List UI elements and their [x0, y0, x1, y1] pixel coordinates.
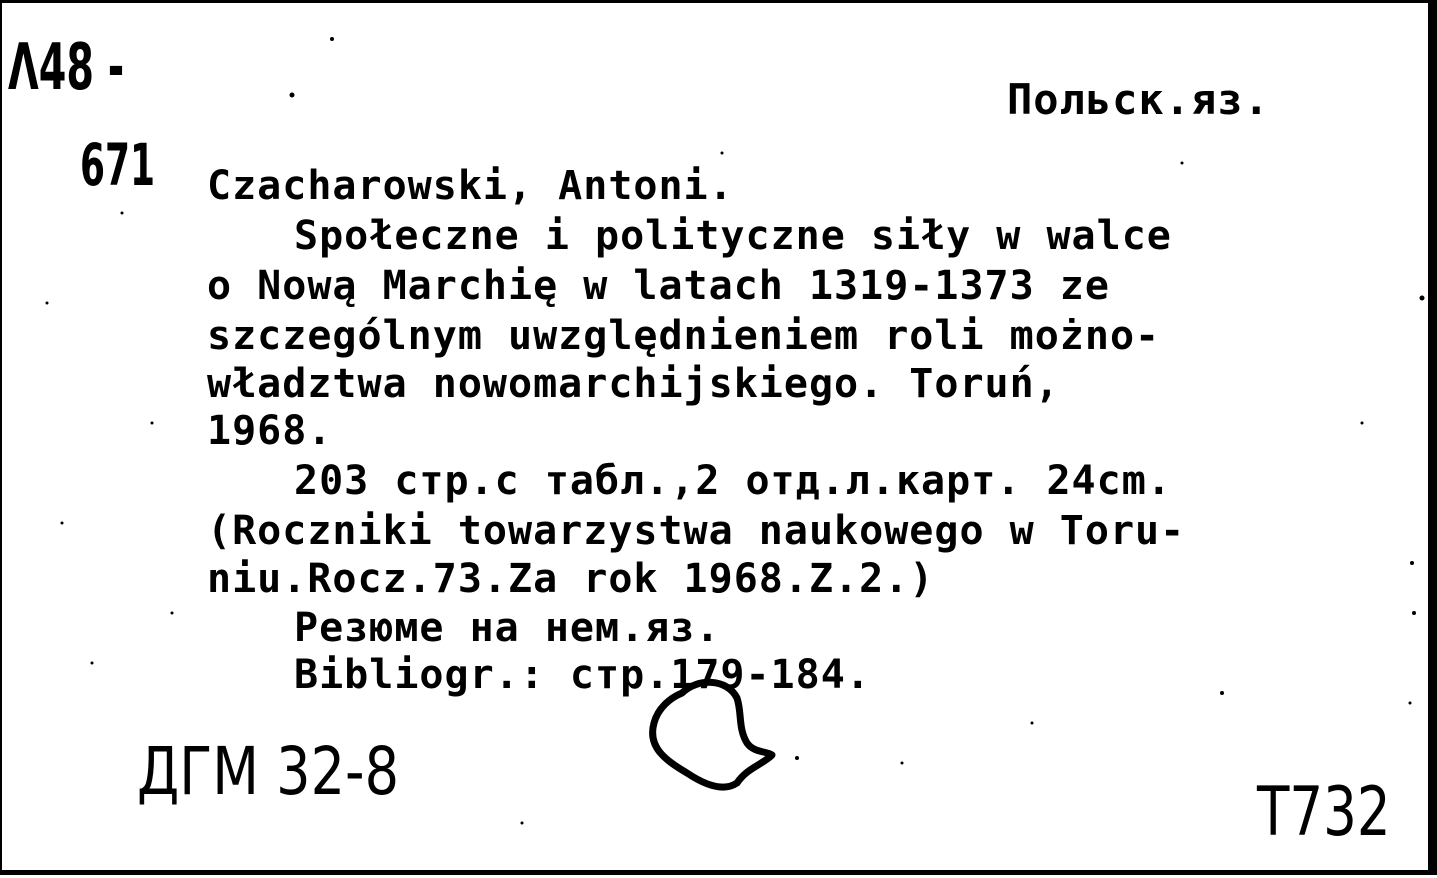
- author-heading: Czacharowski, Antoni.: [207, 163, 734, 209]
- shelf-code: ДГМ 32-8: [137, 733, 400, 810]
- bibliography-note: Bibliogr.: стр.179-184.: [294, 652, 871, 698]
- title-line-2: o Nową Marchię w latach 1319-1373 ze: [207, 263, 1110, 309]
- call-number-line1: Λ48 -: [8, 31, 125, 105]
- title-line-1: Społeczne i polityczne siły w walce: [294, 213, 1172, 259]
- description-line-2: (Roczniki towarzystwa naukowego w Toru-: [207, 508, 1186, 554]
- language-label: Польск.яз.: [1007, 75, 1270, 124]
- inventory-code: Т732: [1257, 773, 1391, 852]
- description-line-1: 203 стр.с табл.,2 отд.л.карт. 24cm.: [294, 458, 1172, 504]
- library-stamp-icon: [642, 673, 792, 808]
- title-line-3: szczególnym uwzględnieniem roli możno-: [207, 313, 1161, 359]
- title-line-4: władztwa nowomarchijskiego. Toruń,: [207, 361, 1060, 407]
- title-line-5: 1968.: [207, 408, 333, 454]
- summary-note: Резюме на нем.яз.: [294, 605, 721, 651]
- description-line-3: niu.Rocz.73.Za rok 1968.Z.2.): [207, 556, 935, 602]
- call-number-line2: 671: [80, 131, 156, 199]
